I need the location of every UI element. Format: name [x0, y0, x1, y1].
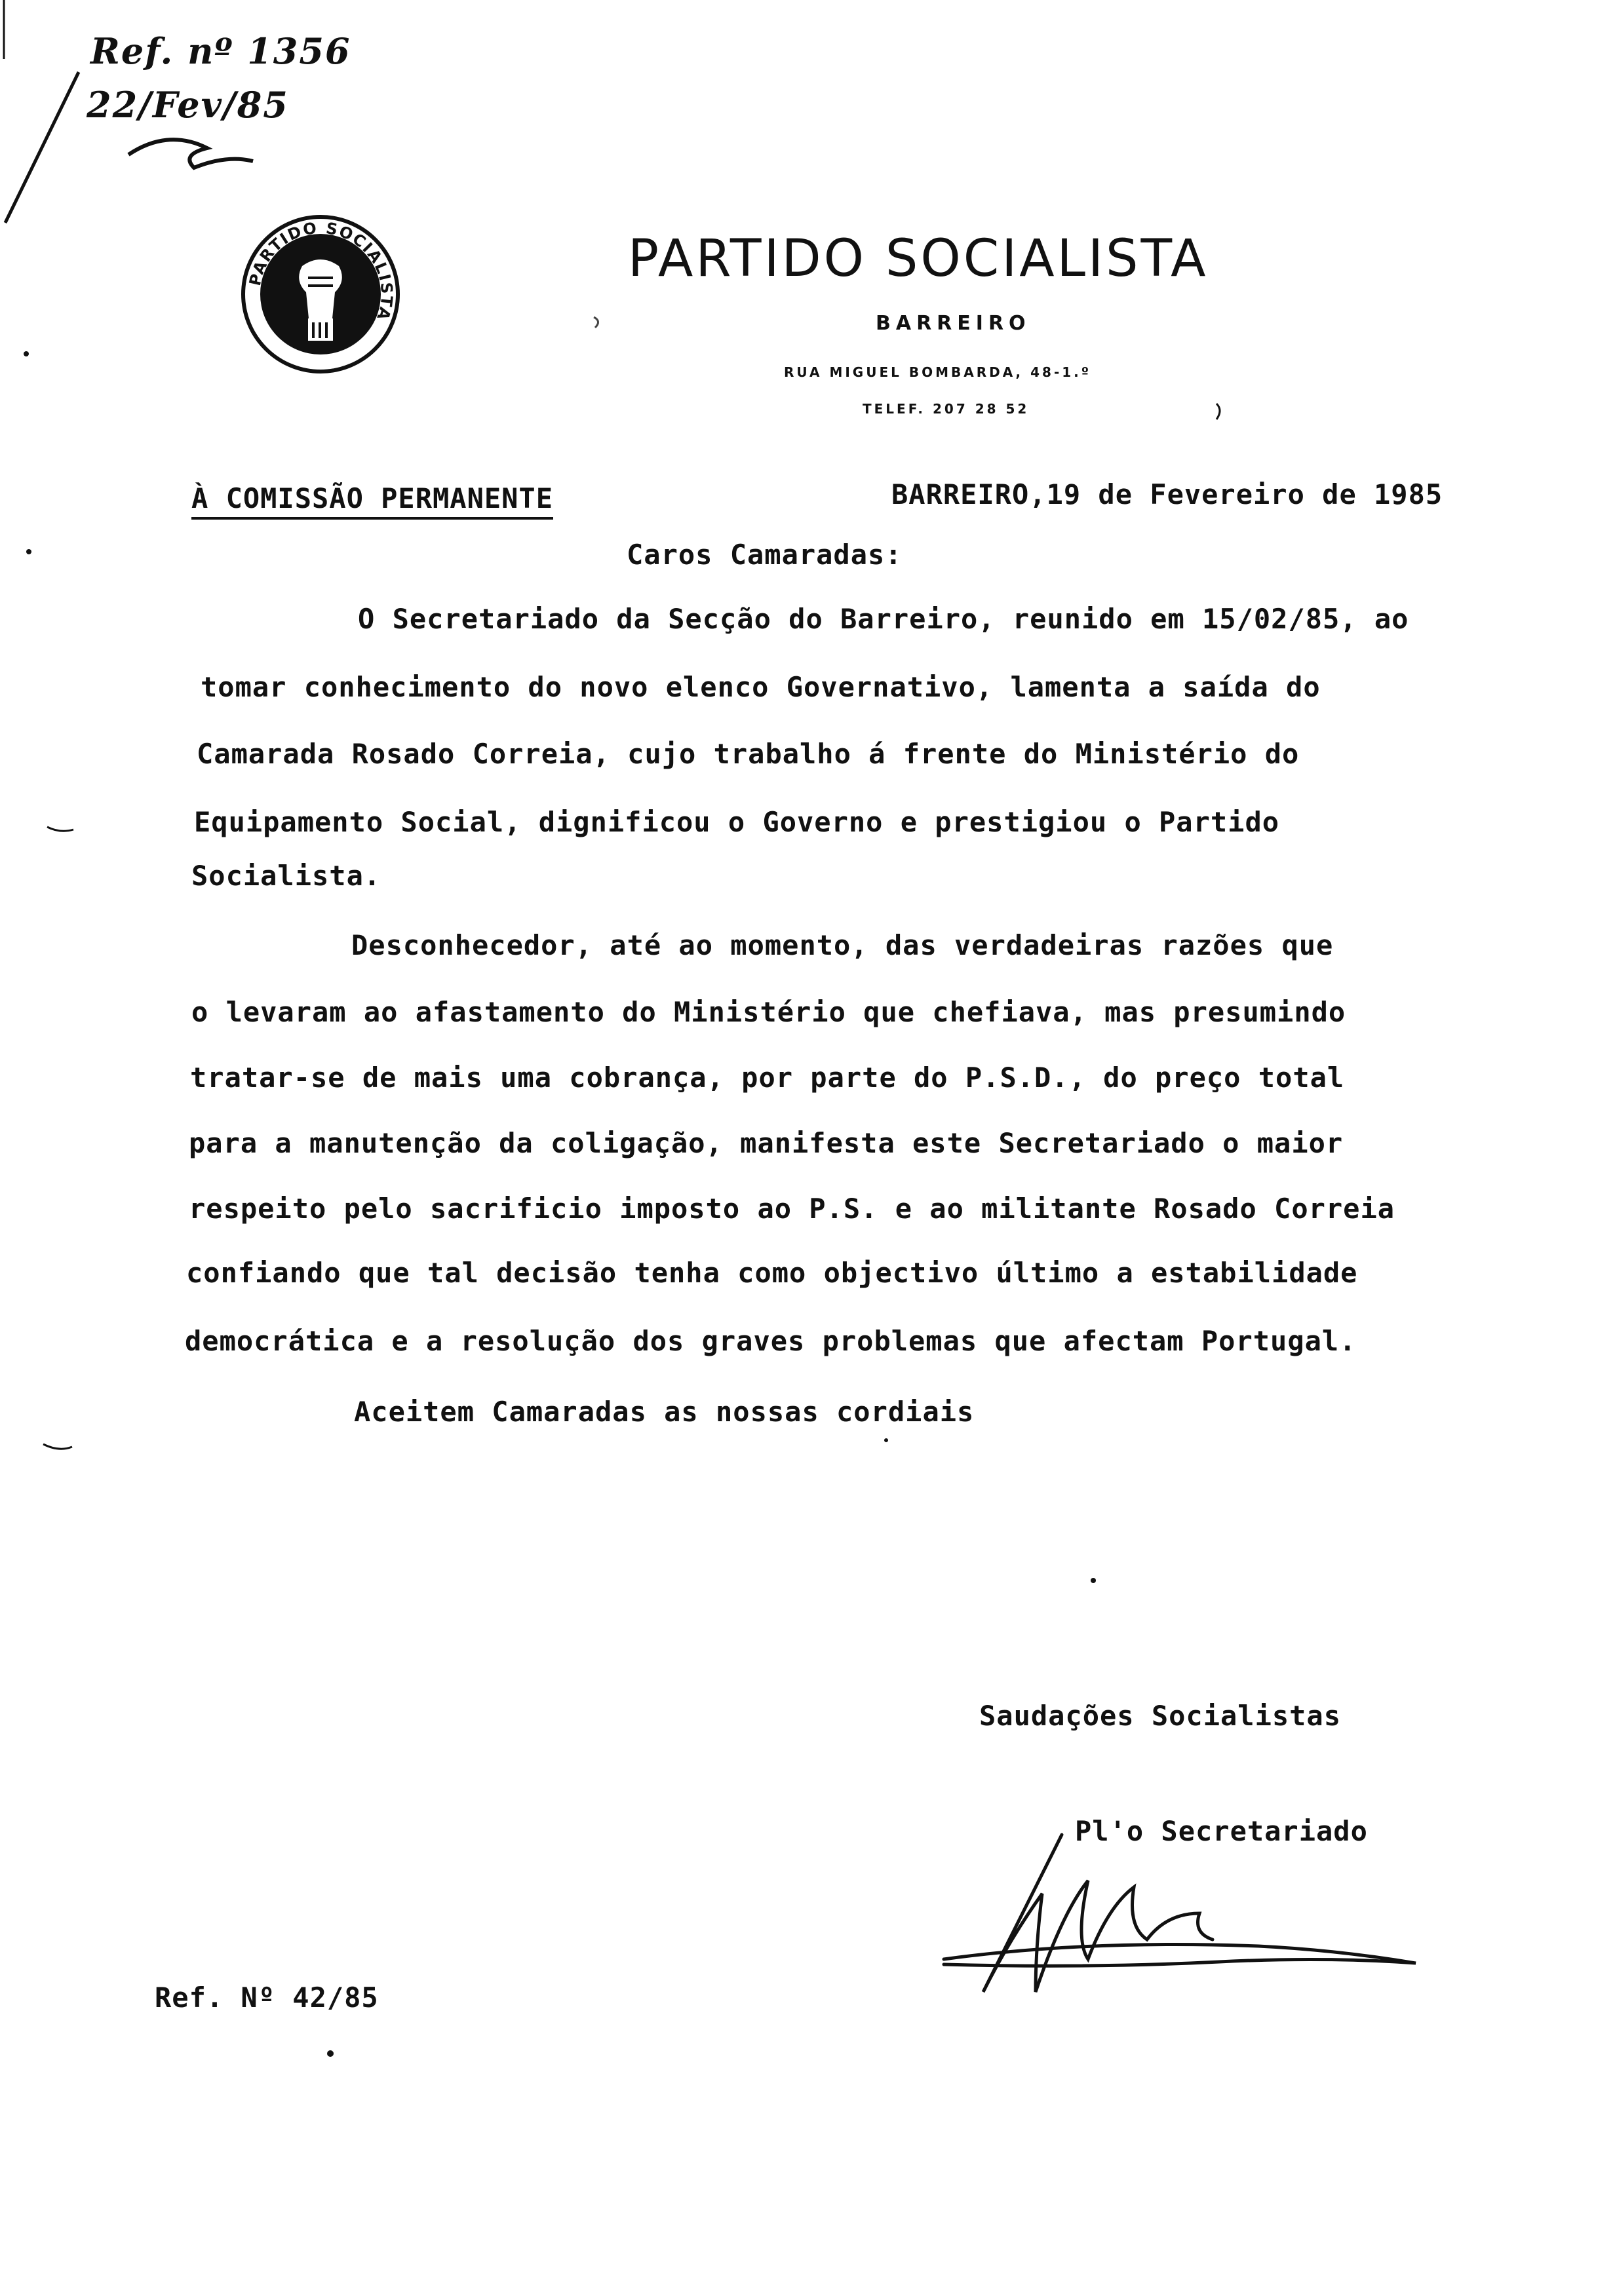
handwritten-reference: Ref. nº 1356 [90, 30, 351, 72]
logo-text: PARTIDO SOCIALISTA [245, 218, 397, 324]
party-logo [240, 214, 401, 375]
reference-number: Ref. Nº 42/85 [155, 1981, 379, 2014]
closing-line: Aceitem Camaradas as nossas cordiais [354, 1396, 975, 1428]
paragraph2-line: democrática e a resolução dos graves problemas que afectam Portugal. [185, 1325, 1357, 1357]
date-line: BARREIRO,19 de Fevereiro de 1985 [891, 478, 1443, 510]
paragraph2-line: respeito pelo sacrificio imposto ao P.S. e ao militante Rosado Correia [189, 1193, 1395, 1225]
paragraph1-line: Camarada Rosado Correia, cujo trabalho á frente do Ministério do [197, 738, 1300, 770]
paragraph1-line: O Secretariado da Secção do Barreiro, reunido em 15/02/85, ao [358, 603, 1409, 635]
salutation: Caros Camaradas: [627, 539, 903, 571]
paragraph2-line: confiando que tal decisão tenha como objectivo último a estabilidade [186, 1257, 1358, 1289]
greeting: Saudações Socialistas [979, 1700, 1342, 1732]
paragraph2-line: tratar-se de mais uma cobrança, por parte do P.S.D., do preço total [190, 1062, 1345, 1094]
organization-name: PARTIDO SOCIALISTA [628, 229, 1209, 288]
recipient: À COMISSÃO PERMANENTE [191, 482, 553, 520]
organization-section: BARREIRO [876, 312, 1031, 335]
organization-address: RUA MIGUEL BOMBARDA, 48-1.º [784, 364, 1092, 380]
paragraph1-line: Equipamento Social, dignificou o Governo e prestigiou o Partido [194, 806, 1280, 838]
paragraph1-line: Socialista. [191, 860, 381, 892]
handwritten-signature [931, 1808, 1429, 2005]
paragraph1-line: tomar conhecimento do novo elenco Governativo, lamenta a saída do [201, 671, 1321, 703]
paragraph2-line: o levaram ao afastamento do Ministério que chefiava, mas presumindo [191, 996, 1346, 1028]
paragraph2-line: para a manutenção da coligação, manifesta este Secretariado o maior [189, 1127, 1344, 1159]
handwritten-date: 22/Fev/85 [87, 84, 289, 126]
organization-phone: TELEF. 207 28 52 [863, 401, 1030, 417]
paragraph2-line: Desconhecedor, até ao momento, das verdadeiras razões que [351, 929, 1334, 961]
signatory: Pl'o Secretariado [1075, 1815, 1368, 1847]
